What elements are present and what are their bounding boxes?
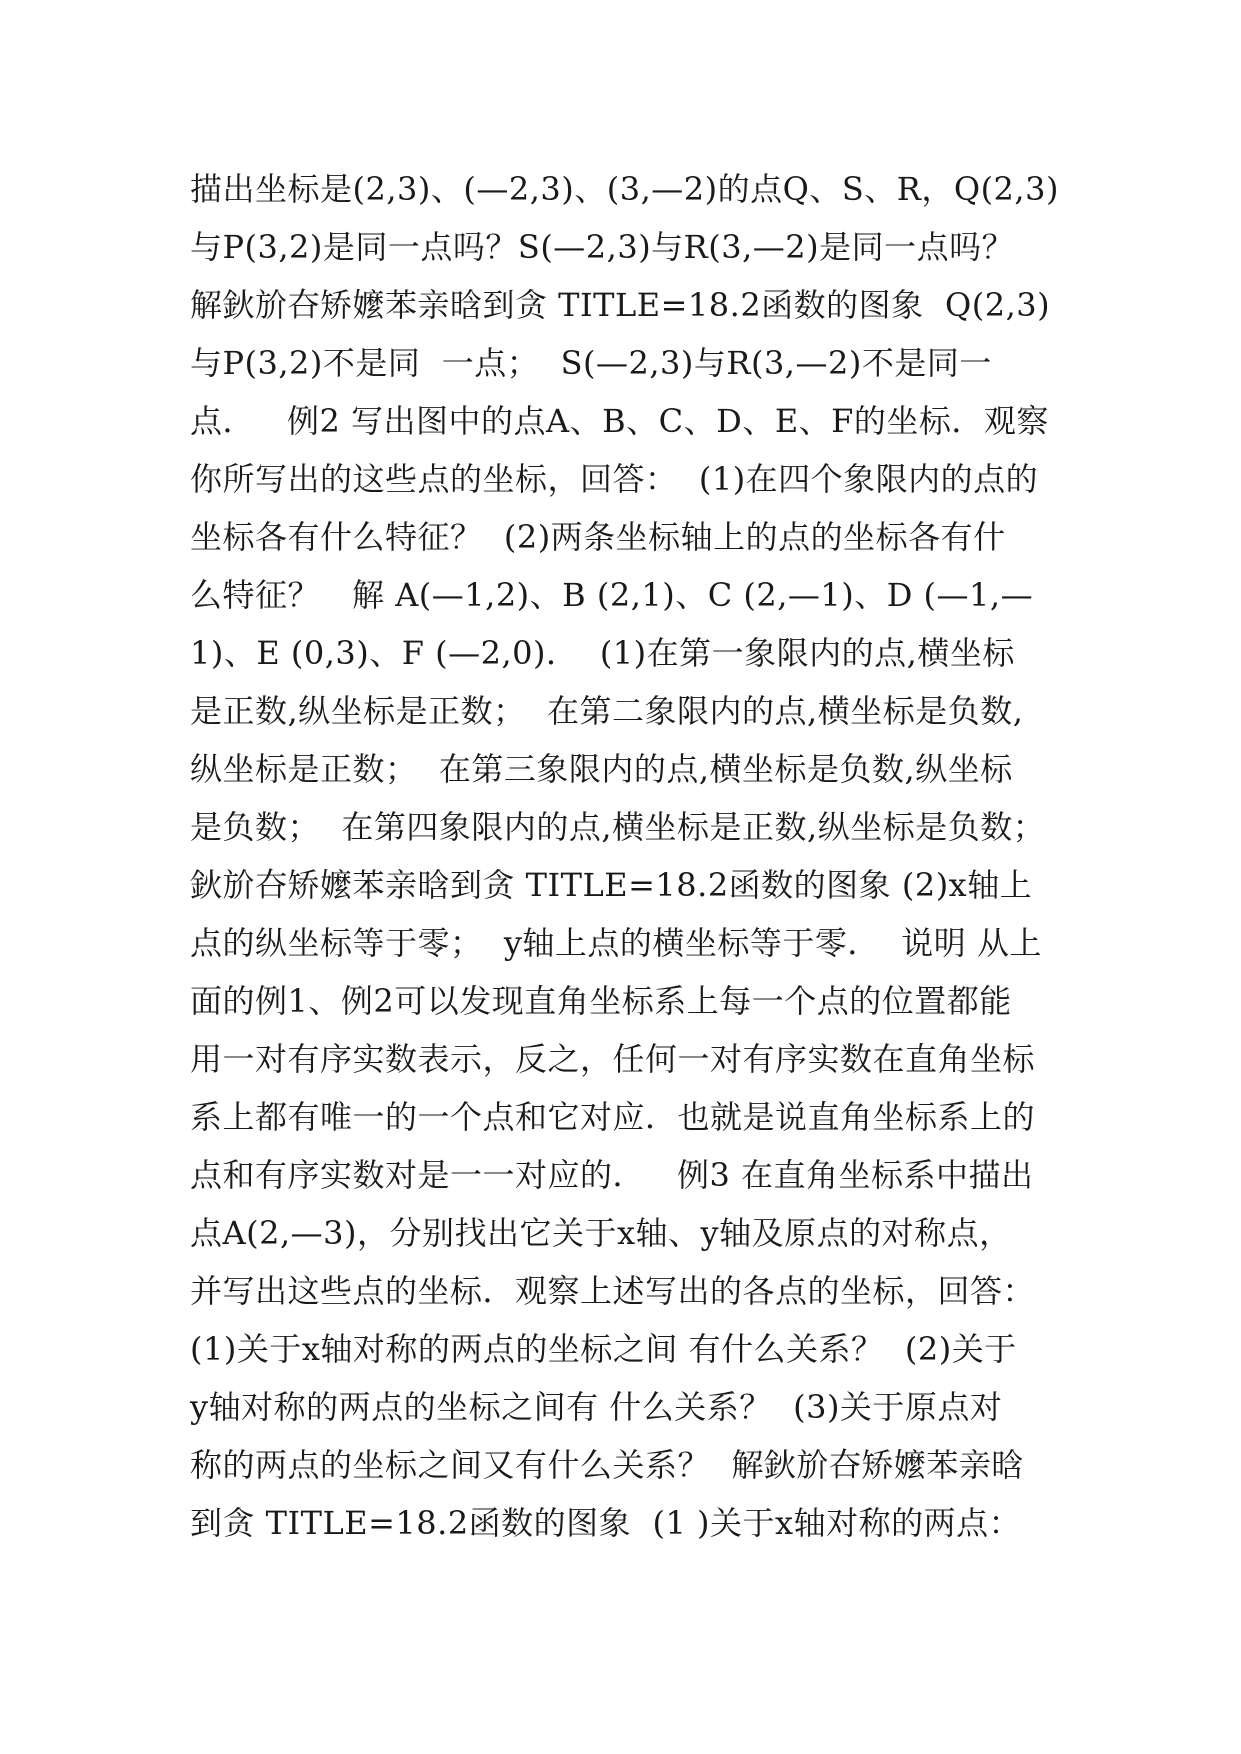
text-line: 点． 例2 写出图中的点A、B、C、D、E、F的坐标．观察 <box>190 402 1049 440</box>
text-line: 鈥斺夻矫嬤苯亲晗到贪 TITLE=18.2函数的图象 (2)x轴上 <box>190 866 1033 904</box>
text-line: 么特征？ 解 A(—1,2)、B (2,1)、C (2,—1)、D (—1,— <box>190 576 1034 614</box>
text-line: 解鈥斺夻矫嬤苯亲晗到贪 TITLE=18.2函数的图象 Q(2,3) <box>190 286 1051 324</box>
text-line: 与P(3,2)是同一点吗？S(—2,3)与R(3,—2)是同一点吗？ <box>190 228 1015 266</box>
text-line: (1)关于x轴对称的两点的坐标之间 有什么关系？ (2)关于 <box>190 1330 1017 1368</box>
text-line: 点A(2,—3)，分别找出它关于x轴、y轴及原点的对称点， <box>190 1214 1012 1252</box>
text-line: 是负数； 在第四象限内的点,横坐标是正数,纵坐标是负数； <box>190 808 1046 846</box>
text-line: 面的例1、例2可以发现直角坐标系上每一个点的位置都能 <box>190 982 1012 1020</box>
text-line: 系上都有唯一的一个点和它对应．也就是说直角坐标系上的 <box>190 1098 1036 1136</box>
text-line: 你所写出的这些点的坐标，回答： (1)在四个象限内的点的 <box>190 460 1039 498</box>
text-line: 1)、E (0,3)、F (—2,0)． (1)在第一象限内的点,横坐标 <box>190 634 1015 672</box>
text-line: y轴对称的两点的坐标之间有 什么关系？ (3)关于原点对 <box>190 1388 1003 1426</box>
text-line: 用一对有序实数表示，反之，任何一对有序实数在直角坐标 <box>190 1040 1036 1078</box>
text-line: 到贪 TITLE=18.2函数的图象 (1 )关于x轴对称的两点： <box>190 1504 1022 1542</box>
text-line: 纵坐标是正数； 在第三象限内的点,横坐标是负数,纵坐标 <box>190 750 1013 788</box>
text-line: 是正数,纵坐标是正数； 在第二象限内的点,横坐标是负数, <box>190 692 1024 730</box>
text-line: 点和有序实数对是一一对应的． 例3 在直角坐标系中描出 <box>190 1156 1034 1194</box>
text-line: 与P(3,2)不是同 一点； S(—2,3)与R(3,—2)不是同一 <box>190 344 992 382</box>
text-line: 点的纵坐标等于零； y轴上点的横坐标等于零． 说明 从上 <box>190 924 1042 962</box>
text-line: 称的两点的坐标之间又有什么关系？ 解鈥斺夻矫嬤苯亲晗 <box>190 1446 1024 1484</box>
document-body <box>190 160 1070 1552</box>
text-line: 并写出这些点的坐标．观察上述写出的各点的坐标，回答： <box>190 1272 1036 1310</box>
text-line: 坐标各有什么特征？ (2)两条坐标轴上的点的坐标各有什 <box>190 518 1006 556</box>
text-line: 描出坐标是(2,3)、(—2,3)、(3,—2)的点Q、S、R，Q(2,3) <box>190 170 1059 208</box>
